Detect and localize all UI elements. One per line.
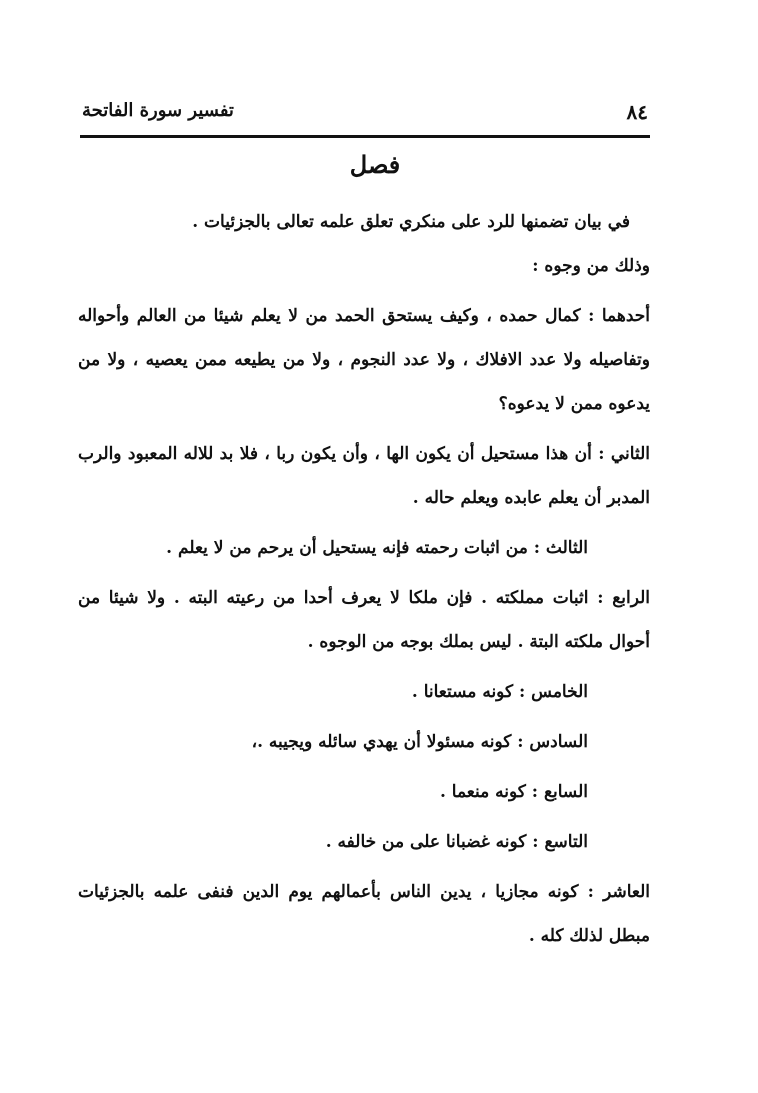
page-number: ٨٤ <box>626 100 648 124</box>
paragraph-fifth: الخامس : كونه مستعانا . <box>411 682 588 702</box>
header-rule <box>80 135 650 138</box>
paragraph-ninth: التاسع : كونه غضبانا على من خالفه . <box>325 832 588 852</box>
section-title-text: فصل <box>349 150 401 179</box>
running-title: تفسير سورة الفاتحة <box>82 100 234 121</box>
page-header <box>82 100 648 130</box>
paragraph-intro: في بيان تضمنها للرد على منكري تعلق علمه تعالى بالجزئيات . <box>192 212 630 232</box>
paragraph-fourth: الرابع : اثبات مملكته . فإن ملكا لا يعرف أحدا من رعيته البته . ولا شيئا من أحوال ملكته البتة . ليس بملك بوجه من الوجوه . <box>78 588 650 652</box>
paragraph-tenth: العاشر : كونه مجازيا ، يدين الناس بأعمالهم يوم الدين فنفى علمه بالجزئيات مبطل لذلك كله . <box>78 882 650 946</box>
paragraph-first: أحدهما : كمال حمده ، وكيف يستحق الحمد من لا يعلم شيئا من العالم وأحواله وتفاصيله ولا عدد الافلاك ، ولا عدد النجوم ، ولا من يطيعه ممن يعصيه ، ولا من يدعوه ممن لا يدعوه؟ <box>78 306 650 414</box>
paragraph-third: الثالث : من اثبات رحمته فإنه يستحيل أن يرحم من لا يعلم . <box>166 538 588 558</box>
paragraph-second: الثاني : أن هذا مستحيل أن يكون الها ، وأن يكون ربا ، فلا بد للاله المعبود والرب المدبر أن يعلم عابده ويعلم حاله . <box>78 444 650 508</box>
paragraph-seventh: السابع : كونه منعما . <box>439 782 588 802</box>
paragraph-sixth: السادس : كونه مسئولا أن يهدي سائله ويجيبه .، <box>251 732 588 752</box>
paragraph-aspects-lead: وذلك من وجوه : <box>532 256 650 276</box>
body-text <box>78 200 650 958</box>
section-title <box>0 150 758 179</box>
